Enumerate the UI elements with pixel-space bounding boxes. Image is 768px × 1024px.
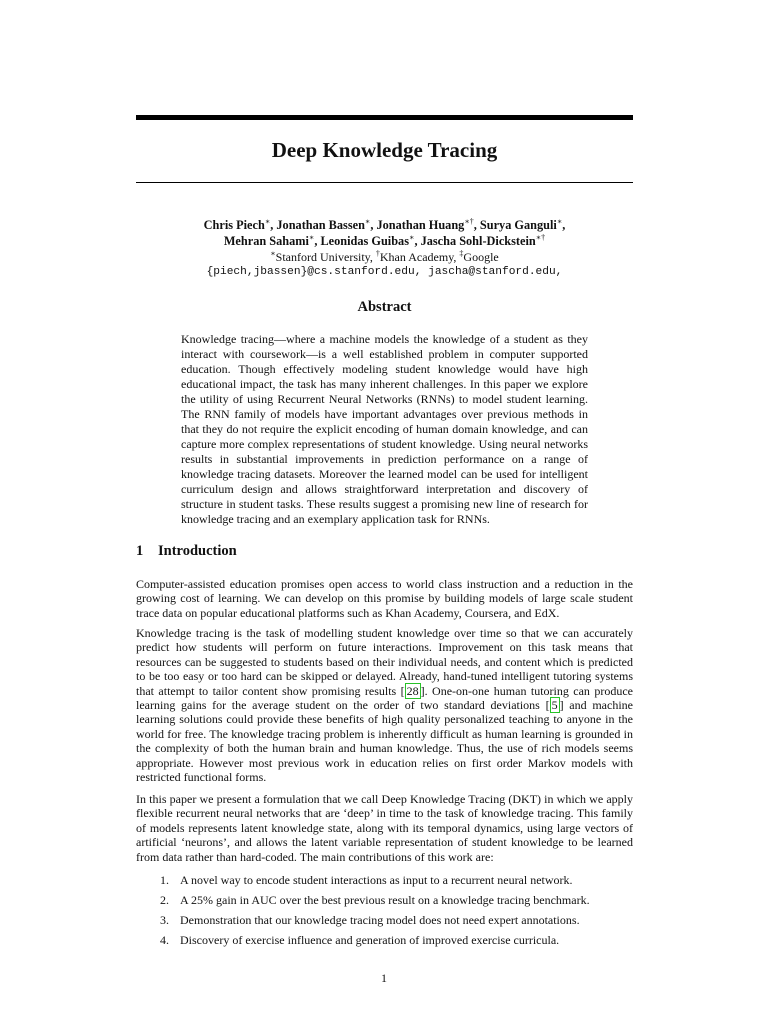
section-heading-introduction: 1 Introduction — [136, 543, 237, 559]
intro-paragraph-1: Computer-assisted education promises open access to world class instruction and a reduction in the growing cost of learning. We can develop on this promise by building models of large scale student trace data on popular educational platforms such as Khan Academy, Coursera, and EdX. — [136, 577, 633, 620]
list-item: 3. Demonstration that our knowledge tracing model does not need expert annotations. — [160, 912, 580, 927]
author: Leonidas Guibas∗ — [320, 232, 415, 248]
abstract-heading: Abstract — [357, 299, 412, 315]
citation-link[interactable]: 28 — [406, 683, 419, 698]
author-line-1: Chris Piech∗, Jonathan Bassen∗, Jonathan Huang∗†, Surya Ganguli∗, — [203, 216, 566, 232]
list-item: 1. A novel way to encode student interactions as input to a recurrent neural network. — [160, 873, 573, 887]
author: Jonathan Huang∗† — [376, 216, 474, 232]
abstract-text: Knowledge tracing—where a machine models the knowledge of a student as they interact with coursework—is a well established problem in computer supported education. Though effectively modeling student knowledge would have high educational impact, the task has many inherent challenges. In this paper we explore the utility of using Recurrent Neural Networks (RNNs) to model student learning. The RNN family of models have important advantages over previous methods in that they do not require the explicit encoding of human domain knowledge, and can capture more complex representations of student knowledge. Using neural networks results in substantial improvements in prediction performance on a range of knowledge tracing datasets. Moreover the learned model can be used for intelligent curriculum design and allows straightforward interpretation and discovery of structure in student tasks. These results suggest a promising new line of research for knowledge tracing and an exemplary application task for RNNs. — [181, 332, 588, 526]
contributions-list — [160, 873, 630, 953]
author: Mehran Sahami∗ — [223, 232, 315, 248]
affiliations: ∗Stanford University, †Khan Academy, ‡Google — [270, 249, 499, 264]
list-item: 2. A 25% gain in AUC over the best previous result on a knowledge tracing benchmark. — [160, 892, 590, 907]
list-item: 4. Discovery of exercise influence and generation of improved exercise curricula. — [160, 932, 560, 947]
author-list — [136, 217, 633, 249]
author: Surya Ganguli∗ — [479, 216, 563, 232]
intro-paragraph-3: In this paper we present a formulation that we call Deep Knowledge Tracing (DKT) in which we apply flexible recurrent neural networks that are ‘deep’ in time to the task of knowledge tracing. This family of models represents latent knowledge state, along with its temporal dynamics, using large vectors of artificial ‘neurons’, and allows the latent variable representation of student knowledge to be learned from data rather than hard-coded. The main contributions of this work are: — [136, 792, 633, 864]
citation-link[interactable]: 5 — [551, 698, 558, 713]
author-line-2: Mehran Sahami∗, Leonidas Guibas∗, Jascha Sohl-Dickstein∗† — [223, 232, 546, 248]
page-number: 1 — [381, 971, 387, 985]
author: Jascha Sohl-Dickstein∗† — [420, 232, 546, 248]
intro-paragraph-2: Knowledge tracing is the task of modelling student knowledge over time so that we can accurately predict how students will perform on future interactions. Improvement on this task means that resources can be suggested to students based on their individual needs, and content which is predicted to be too easy or too hard can be skipped or delayed. Already, hand-tuned intelligent tutoring systems that attempt to tailor content show promising results [ 28 ]. One-on-one human tutoring can produce learning gains for the average student on the order of two standard deviations [ 5 ] and machine learning solutions could provide these benefits of high quality personalized teaching to anyone in the world for free. The knowledge tracing problem is inherently difficult as human learning is grounded in the complexity of both the human brain and human knowledge. Thus, the use of rich models seems appropriate. However most previous work in education relies on first order Markov models with restricted functional forms. — [136, 626, 633, 785]
author: Jonathan Bassen∗ — [276, 216, 371, 232]
title-bottom-rule — [136, 182, 633, 183]
title-top-rule — [136, 115, 633, 120]
author-emails: {piech,jbassen}@cs.stanford.edu, jascha@stanford.edu, — [206, 266, 563, 278]
author: Chris Piech∗ — [203, 216, 271, 232]
paper-title: Deep Knowledge Tracing — [271, 138, 498, 162]
